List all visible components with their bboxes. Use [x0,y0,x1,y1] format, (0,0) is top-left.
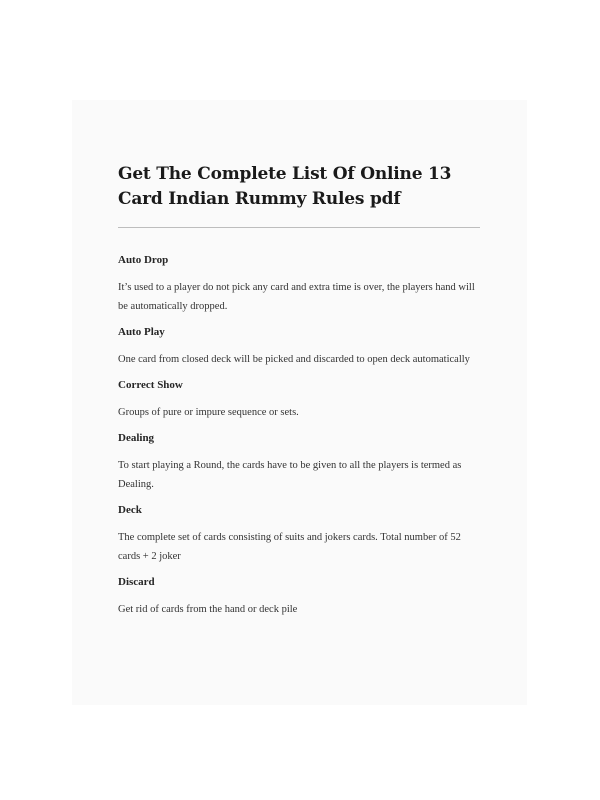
glossary-entry [118,503,480,566]
glossary-entry [118,378,480,422]
glossary-definition: The complete set of cards consisting of suits and jokers cards. Total number of 52 cards + 2 joker [118,532,461,562]
glossary-entry [118,325,480,369]
glossary-definition: One card from closed deck will be picked and discarded to open deck automatically [118,354,470,365]
glossary-definition: It’s used to a player do not pick any card and extra time is over, the players hand will be automatically dropped. [118,282,475,312]
glossary-term: Auto Drop [118,254,169,266]
glossary-term: Auto Play [118,326,165,338]
glossary-entry [118,431,480,494]
document-page [72,100,527,705]
glossary-list [118,253,480,619]
glossary-definition: Groups of pure or impure sequence or sets. [118,407,299,418]
glossary-term: Correct Show [118,379,183,391]
glossary-term: Deck [118,504,142,516]
glossary-definition: To start playing a Round, the cards have to be given to all the players is termed as Dealing. [118,460,462,490]
page-title: Get The Complete List Of Online 13 Card Indian Rummy Rules pdf [118,164,452,209]
glossary-term: Discard [118,576,155,588]
glossary-definition: Get rid of cards from the hand or deck pile [118,604,298,615]
document-content [118,162,480,628]
glossary-entry [118,253,480,316]
title-divider [118,227,480,228]
glossary-entry [118,575,480,619]
glossary-term: Dealing [118,432,155,444]
